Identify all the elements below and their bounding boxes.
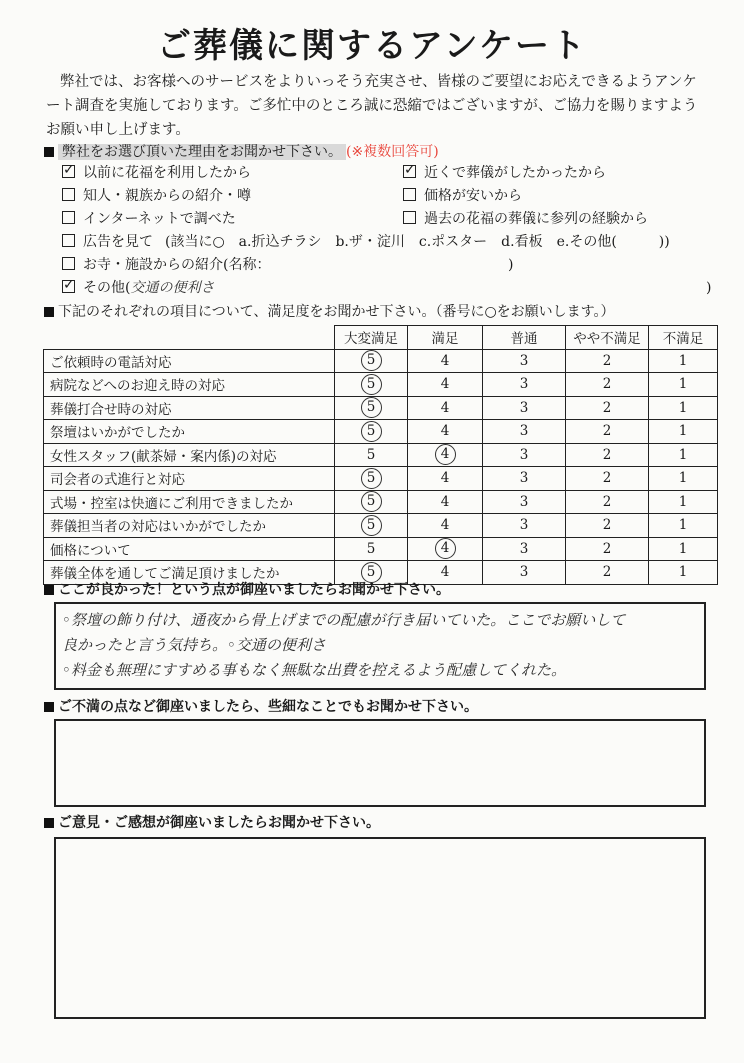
rating-cell[interactable]: [649, 514, 718, 538]
rating-value: 1: [678, 399, 688, 416]
q4-answer-box[interactable]: [54, 719, 706, 807]
checkbox[interactable]: [62, 188, 75, 201]
checkbox-checked[interactable]: [62, 280, 75, 293]
rating-cell[interactable]: [483, 537, 566, 561]
rating-cell[interactable]: [566, 467, 649, 491]
circled-rating: 4: [435, 538, 456, 559]
rating-value: 4: [440, 517, 450, 534]
rating-cell[interactable]: [335, 349, 408, 373]
other-answer[interactable]: 交通の便利さ: [130, 280, 215, 296]
reason-label: 広告を見て: [83, 234, 153, 250]
q4-heading: [44, 697, 478, 717]
circled-rating: 4: [435, 444, 456, 465]
question-cell: ご依頼時の電話対応: [44, 349, 335, 373]
temple-close-paren: ): [508, 257, 514, 273]
table-row: [44, 396, 718, 420]
rating-value: 4: [440, 399, 450, 416]
rating-cell[interactable]: [566, 561, 649, 585]
rating-cell[interactable]: [408, 537, 483, 561]
rating-value: 3: [519, 446, 529, 463]
rating-cell[interactable]: [566, 349, 649, 373]
reason-previous-use[interactable]: [62, 162, 251, 184]
header-blank: [44, 326, 335, 350]
reason-advertisement[interactable]: [62, 231, 670, 253]
rating-cell[interactable]: [649, 561, 718, 585]
question-cell: 司会者の式進行と対応: [44, 467, 335, 491]
q1-heading: [44, 142, 439, 162]
rating-cell[interactable]: [483, 373, 566, 397]
checkbox-checked[interactable]: [62, 165, 75, 178]
rating-cell[interactable]: [649, 373, 718, 397]
checkbox[interactable]: [62, 257, 75, 270]
q4-heading-text: ご不満の点など御座いましたら、些細なことでもお聞かせ下さい。: [58, 699, 478, 715]
table-row: [44, 467, 718, 491]
rating-value: 3: [519, 470, 529, 487]
rating-value: 3: [519, 352, 529, 369]
rating-value: 4: [440, 352, 450, 369]
table-header-row: [44, 326, 718, 350]
reason-label: 価格が安いから: [424, 188, 522, 204]
rating-value: 1: [678, 352, 688, 369]
rating-cell[interactable]: [566, 443, 649, 467]
circled-rating: 5: [361, 421, 382, 442]
rating-cell[interactable]: [649, 443, 718, 467]
rating-cell[interactable]: [483, 396, 566, 420]
rating-value: 1: [678, 470, 688, 487]
rating-cell[interactable]: [483, 420, 566, 444]
rating-cell[interactable]: [566, 514, 649, 538]
q1-heading-text: 弊社をお選び頂いた理由をお聞かせ下さい。: [58, 144, 346, 160]
rating-value: 1: [678, 564, 688, 581]
rating-cell[interactable]: [483, 443, 566, 467]
q3-answer-line: ◦料金も無理にすすめる事もなく無駄な出費を控えるよう配慮してくれた。: [62, 661, 567, 679]
question-cell: 病院などへのお迎え時の対応: [44, 373, 335, 397]
question-cell: 葬儀担当者の対応はいかがでしたか: [44, 514, 335, 538]
table-row: [44, 490, 718, 514]
circled-rating: 5: [361, 397, 382, 418]
rating-cell[interactable]: [335, 537, 408, 561]
rating-cell[interactable]: [408, 467, 483, 491]
reason-label: 近くで葬儀がしたかったから: [424, 165, 606, 181]
rating-cell[interactable]: [566, 373, 649, 397]
circled-rating: 5: [361, 374, 382, 395]
rating-value: 4: [440, 470, 450, 487]
rating-value: 2: [602, 423, 612, 440]
checkbox[interactable]: [62, 211, 75, 224]
rating-value: 1: [678, 493, 688, 510]
checkbox[interactable]: [403, 211, 416, 224]
rating-value: 3: [519, 493, 529, 510]
bullet-square-icon: [44, 585, 54, 595]
page-title: ご葬儀に関するアンケート: [157, 26, 587, 66]
bullet-square-icon: [44, 147, 54, 157]
reason-price[interactable]: [403, 185, 522, 207]
rating-value: 3: [519, 564, 529, 581]
reason-past-attendance[interactable]: [403, 208, 648, 230]
question-cell: 式場・控室は快適にご利用できましたか: [44, 490, 335, 514]
question-cell: 葬儀打合せ時の対応: [44, 396, 335, 420]
rating-cell[interactable]: [335, 467, 408, 491]
rating-value: 2: [602, 564, 612, 581]
rating-cell[interactable]: [566, 420, 649, 444]
reason-other[interactable]: [62, 277, 214, 299]
rating-cell[interactable]: [335, 514, 408, 538]
rating-cell[interactable]: [335, 490, 408, 514]
reason-label: インターネットで調べた: [83, 211, 236, 227]
rating-cell[interactable]: [408, 490, 483, 514]
rating-cell[interactable]: [649, 490, 718, 514]
reason-internet[interactable]: [62, 208, 236, 230]
table-row: [44, 373, 718, 397]
col-unsatisfied: 不満足: [649, 326, 718, 350]
rating-cell[interactable]: [566, 537, 649, 561]
rating-cell[interactable]: [335, 373, 408, 397]
q3-answer-box[interactable]: [54, 602, 706, 690]
rating-cell[interactable]: [335, 420, 408, 444]
reason-referral[interactable]: [62, 185, 251, 207]
q3-answer-line: 良かったと言う気持ち。◦交通の便利さ: [62, 636, 326, 654]
rating-value: 4: [440, 423, 450, 440]
table-row: [44, 443, 718, 467]
reason-label: お寺・施設からの紹介: [83, 257, 223, 273]
rating-value: 2: [602, 352, 612, 369]
reason-label: 過去の花福の葬儀に参列の経験から: [424, 211, 648, 227]
bullet-square-icon: [44, 818, 54, 828]
q2-heading-text: 下記のそれぞれの項目について、満足度をお聞かせ下さい。（番号に○をお願いします。）: [58, 304, 615, 320]
table-row: [44, 514, 718, 538]
q3-heading-text: ここが良かった！という点が御座いましたらお聞かせ下さい。: [58, 582, 450, 598]
q5-heading-text: ご意見・ご感想が御座いましたらお聞かせ下さい。: [58, 815, 380, 831]
rating-cell[interactable]: [408, 396, 483, 420]
rating-cell[interactable]: [483, 349, 566, 373]
reason-temple-referral[interactable]: [62, 254, 270, 276]
intro-text: 弊社では、お客様へのサービスをよりいっそう充実させ、皆様のご要望にお応えできるようアンケート調査を実施しております。ご多忙中のところ誠に恐縮ではございますが、ご協力を賜りますようお願い申し上げます。: [46, 74, 698, 138]
rating-value: 3: [519, 517, 529, 534]
rating-cell[interactable]: [566, 396, 649, 420]
rating-value: 1: [678, 423, 688, 440]
rating-value: 3: [519, 423, 529, 440]
rating-value: 3: [519, 540, 529, 557]
rating-cell[interactable]: [408, 420, 483, 444]
rating-cell[interactable]: [408, 349, 483, 373]
rating-cell[interactable]: [649, 537, 718, 561]
rating-cell[interactable]: [649, 420, 718, 444]
temple-name-label: (名称：: [223, 257, 271, 273]
question-cell: 祭壇はいかがでしたか: [44, 420, 335, 444]
rating-value: 2: [602, 399, 612, 416]
rating-cell[interactable]: [649, 349, 718, 373]
reason-nearby[interactable]: [403, 162, 606, 184]
q5-heading: [44, 813, 380, 833]
checkbox-checked[interactable]: [403, 165, 416, 178]
rating-value: 4: [440, 376, 450, 393]
rating-value: 5: [366, 446, 376, 463]
circled-rating: 5: [361, 468, 382, 489]
rating-cell[interactable]: [483, 467, 566, 491]
question-cell: 価格について: [44, 537, 335, 561]
reason-label: 以前に花福を利用したから: [83, 165, 251, 181]
col-very-satisfied: 大変満足: [335, 326, 408, 350]
rating-value: 2: [602, 470, 612, 487]
rating-cell[interactable]: [483, 490, 566, 514]
rating-value: 3: [519, 399, 529, 416]
rating-value: 2: [602, 446, 612, 463]
table-row: [44, 349, 718, 373]
bullet-square-icon: [44, 702, 54, 712]
rating-cell[interactable]: [649, 467, 718, 491]
rating-value: 4: [440, 493, 450, 510]
circled-rating: 5: [361, 515, 382, 536]
rating-cell[interactable]: [649, 396, 718, 420]
rating-value: 5: [366, 540, 376, 557]
rating-value: 2: [602, 517, 612, 534]
rating-cell[interactable]: [483, 514, 566, 538]
circled-rating: 5: [361, 562, 382, 583]
other-close-paren: ): [706, 280, 712, 296]
q5-answer-box[interactable]: [54, 837, 706, 1019]
q1-note: (※複数回答可): [346, 144, 439, 160]
rating-cell[interactable]: [335, 396, 408, 420]
col-somewhat-unsatisfied: やや不満足: [566, 326, 649, 350]
col-neutral: 普通: [483, 326, 566, 350]
rating-cell[interactable]: [408, 373, 483, 397]
rating-cell[interactable]: [566, 490, 649, 514]
rating-value: 2: [602, 540, 612, 557]
ad-options: (該当に○ a.折込チラシ b.ザ・淀川 c.ポスター d.看板 e.その他( )): [165, 234, 670, 250]
rating-value: 1: [678, 540, 688, 557]
rating-value: 4: [440, 564, 450, 581]
other-open-paren: (: [125, 280, 131, 296]
table-row: [44, 537, 718, 561]
rating-cell[interactable]: [408, 443, 483, 467]
rating-value: 1: [678, 446, 688, 463]
satisfaction-table: [43, 325, 718, 585]
rating-value: 1: [678, 376, 688, 393]
circled-rating: 5: [361, 491, 382, 512]
rating-value: 1: [678, 517, 688, 534]
rating-cell[interactable]: [408, 514, 483, 538]
question-cell: 葬儀全体を通してご満足頂けましたか: [44, 561, 335, 585]
checkbox[interactable]: [403, 188, 416, 201]
table-row: [44, 420, 718, 444]
bullet-square-icon: [44, 307, 54, 317]
question-cell: 女性スタッフ(献茶婦・案内係)の対応: [44, 443, 335, 467]
q2-heading: [44, 302, 615, 322]
rating-cell[interactable]: [483, 561, 566, 585]
rating-value: 3: [519, 376, 529, 393]
checkbox[interactable]: [62, 234, 75, 247]
rating-value: 2: [602, 376, 612, 393]
rating-cell[interactable]: [335, 443, 408, 467]
q3-answer-line: ◦祭壇の飾り付け、通夜から骨上げまでの配慮が行き届いていた。ここでお願いして: [62, 611, 626, 629]
circled-rating: 5: [361, 350, 382, 371]
col-satisfied: 満足: [408, 326, 483, 350]
reason-label: その他: [83, 280, 125, 296]
reason-label: 知人・親族からの紹介・噂: [83, 188, 251, 204]
rating-value: 2: [602, 493, 612, 510]
q3-heading: [44, 580, 450, 600]
